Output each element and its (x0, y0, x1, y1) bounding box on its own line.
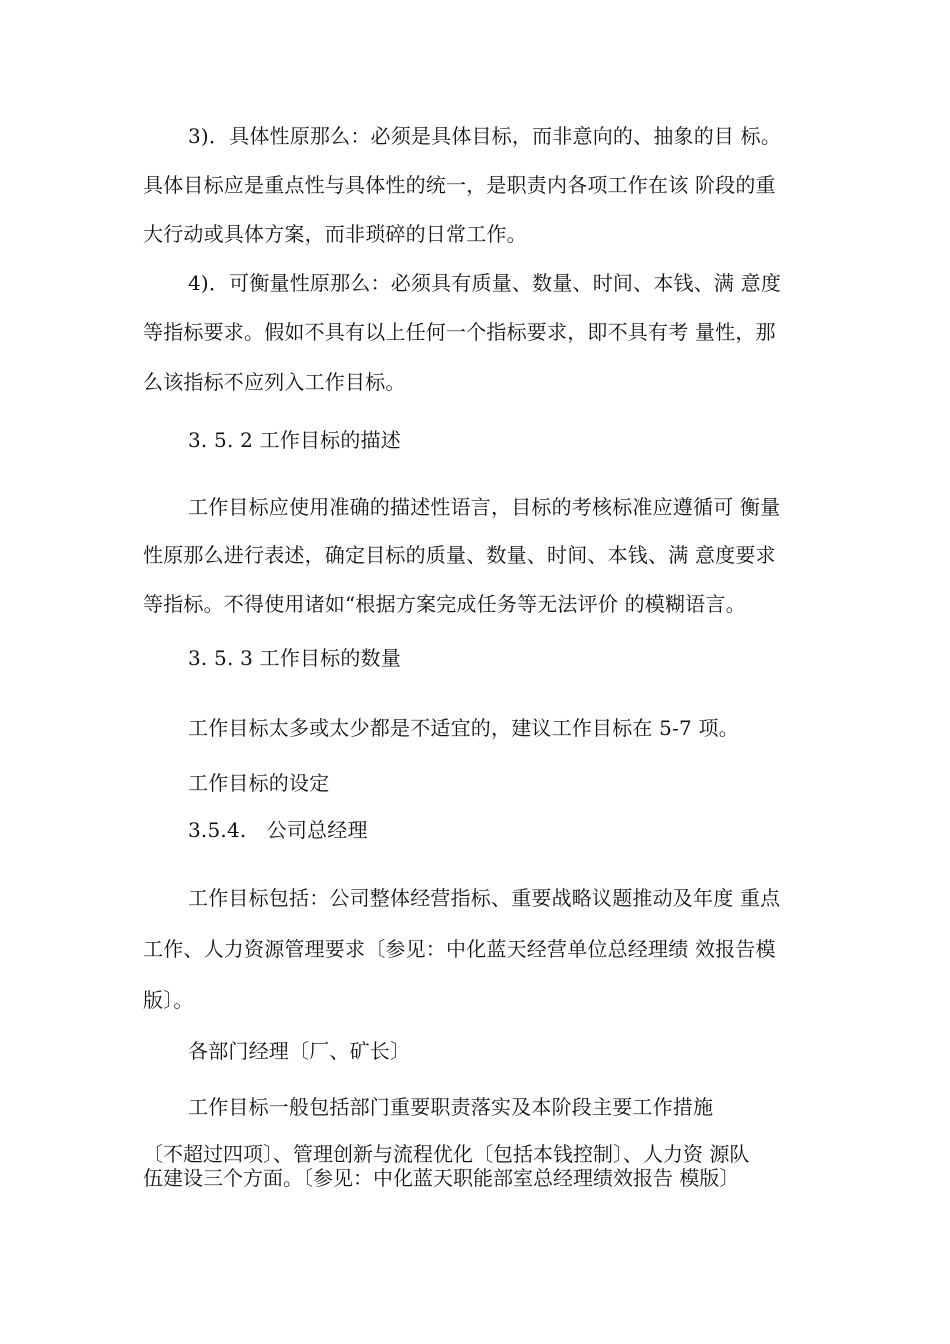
paragraph-line: 性原那么进行表述，确定目标的质量、数量、时间、本钱、满 意度要求 (143, 543, 776, 567)
paragraph-line: 工作、人力资源管理要求〔参见：中化蓝天经营单位总经理绩 效报告模 (143, 937, 776, 961)
paragraph-line: 等指标要求。假如不具有以上任何一个指标要求，即不具有考 量性，那 (143, 320, 776, 344)
paragraph-line: 4)．可衡量性原那么：必须具有质量、数量、时间、本钱、满 意度 (188, 271, 782, 295)
paragraph-line: 具体目标应是重点性与具体性的统一，是职责内各项工作在该 阶段的重 (143, 173, 776, 197)
paragraph-line: 〔不超过四项〕、管理创新与流程优化〔包括本钱控制〕、人力资 源队 (143, 1142, 750, 1166)
section-heading: 3. 5. 2 工作目标的描述 (188, 428, 401, 452)
paragraph-line: 伍建设三个方面。〔参见：中化蓝天职能部室总经理绩效报告 模版〕 (143, 1166, 740, 1190)
section-heading: 3. 5. 3 工作目标的数量 (188, 646, 401, 670)
paragraph-line: 大行动或具体方案，而非琐碎的日常工作。 (143, 222, 527, 246)
paragraph-line: 版〕。 (143, 988, 194, 1012)
paragraph-line: 3)．具体性原那么：必须是具体目标，而非意向的、抽象的目 标。 (188, 124, 782, 148)
paragraph-line: 工作目标太多或太少都是不适宜的，建议工作目标在 5-7 项。 (188, 716, 739, 740)
section-heading: 3.5.4. 公司总经理 (188, 818, 368, 842)
paragraph-line: 工作目标包括：公司整体经营指标、重要战略议题推动及年度 重点 (188, 886, 781, 910)
section-heading: 各部门经理〔厂、矿长〕 (188, 1039, 411, 1063)
paragraph-line: 等指标。不得使用诸如“根据方案完成任务等无法评价 的模糊语言。 (143, 592, 746, 616)
section-heading: 工作目标的设定 (188, 771, 330, 795)
paragraph-line: 么该指标不应列入工作目标。 (143, 370, 406, 394)
paragraph-line: 工作目标一般包括部门重要职责落实及本阶段主要工作措施 (188, 1095, 714, 1119)
paragraph-line: 工作目标应使用准确的描述性语言，目标的考核标准应遵循可 衡量 (188, 495, 781, 519)
